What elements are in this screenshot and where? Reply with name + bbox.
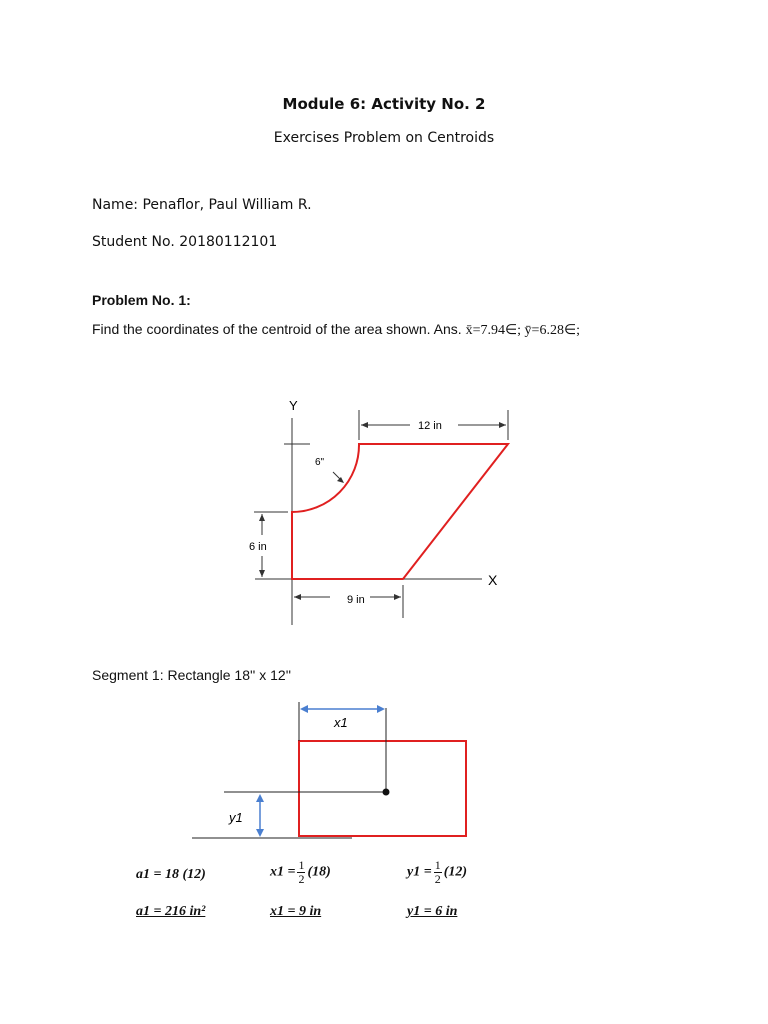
x1-arrow-left bbox=[300, 705, 308, 713]
student-name: Name: Penaflor, Paul William R. bbox=[92, 197, 312, 213]
dim-radius-arrow bbox=[337, 477, 344, 483]
x1-result: x1 = 9 in bbox=[270, 904, 322, 919]
problem-answer: x̄=7.94∈; ȳ=6.28∈; bbox=[465, 323, 581, 338]
x1-eq-lhs: x1 = bbox=[270, 864, 296, 880]
y1-frac-num: 1 bbox=[434, 858, 441, 872]
y1-result: y1 = 6 in bbox=[407, 904, 458, 919]
centroid-dot bbox=[383, 789, 390, 796]
problem-statement-text: Find the coordinates of the centroid of the area shown. Ans. bbox=[92, 321, 466, 337]
dim-height-label: 6 in bbox=[249, 541, 267, 553]
dim-bottom-arrow-left bbox=[294, 594, 301, 600]
x1-equation bbox=[270, 859, 331, 886]
segment-figure bbox=[0, 690, 768, 850]
x-axis-label: X bbox=[488, 572, 498, 588]
segment-label: Segment 1: Rectangle 18'' x 12'' bbox=[92, 667, 292, 683]
dim-bottom-label: 9 in bbox=[347, 594, 365, 606]
x1-arrow-right bbox=[377, 705, 385, 713]
y1-arrow-top bbox=[256, 794, 264, 802]
dim-top-arrow-right bbox=[499, 422, 506, 428]
x1-frac-den: 2 bbox=[298, 872, 305, 886]
area-result: a1 = 216 in² bbox=[136, 904, 206, 919]
x1-eq-rhs: (18) bbox=[307, 864, 331, 880]
y1-eq-rhs: (12) bbox=[443, 864, 468, 880]
dim-top-arrow-left bbox=[361, 422, 368, 428]
x1-label: x1 bbox=[334, 715, 348, 730]
page-title: Module 6: Activity No. 2 bbox=[282, 95, 486, 113]
area-equation: a1 = 18 (12) bbox=[136, 867, 206, 882]
y1-frac-den: 2 bbox=[434, 872, 441, 886]
y1-arrow-bottom bbox=[256, 829, 264, 837]
x1-frac-num: 1 bbox=[298, 858, 305, 872]
y-axis-label: Y bbox=[289, 398, 298, 413]
x1-fraction bbox=[297, 859, 305, 886]
y1-label: y1 bbox=[229, 810, 243, 825]
dim-bottom-arrow-right bbox=[394, 594, 401, 600]
page-subtitle: Exercises Problem on Centroids bbox=[273, 130, 495, 146]
student-number: Student No. 20180112101 bbox=[92, 234, 278, 250]
y1-eq-lhs: y1 = bbox=[407, 864, 432, 880]
y1-fraction bbox=[434, 859, 442, 886]
dim-top-label: 12 in bbox=[418, 420, 442, 432]
dim-radius-label: 6" bbox=[315, 457, 325, 468]
dim-height-arrow-top bbox=[259, 514, 265, 521]
problem-heading: Problem No. 1: bbox=[92, 292, 191, 308]
dim-height-arrow-bottom bbox=[259, 570, 265, 577]
y1-equation bbox=[407, 859, 467, 886]
segment-rectangle bbox=[299, 741, 466, 836]
area-outline bbox=[292, 444, 508, 579]
